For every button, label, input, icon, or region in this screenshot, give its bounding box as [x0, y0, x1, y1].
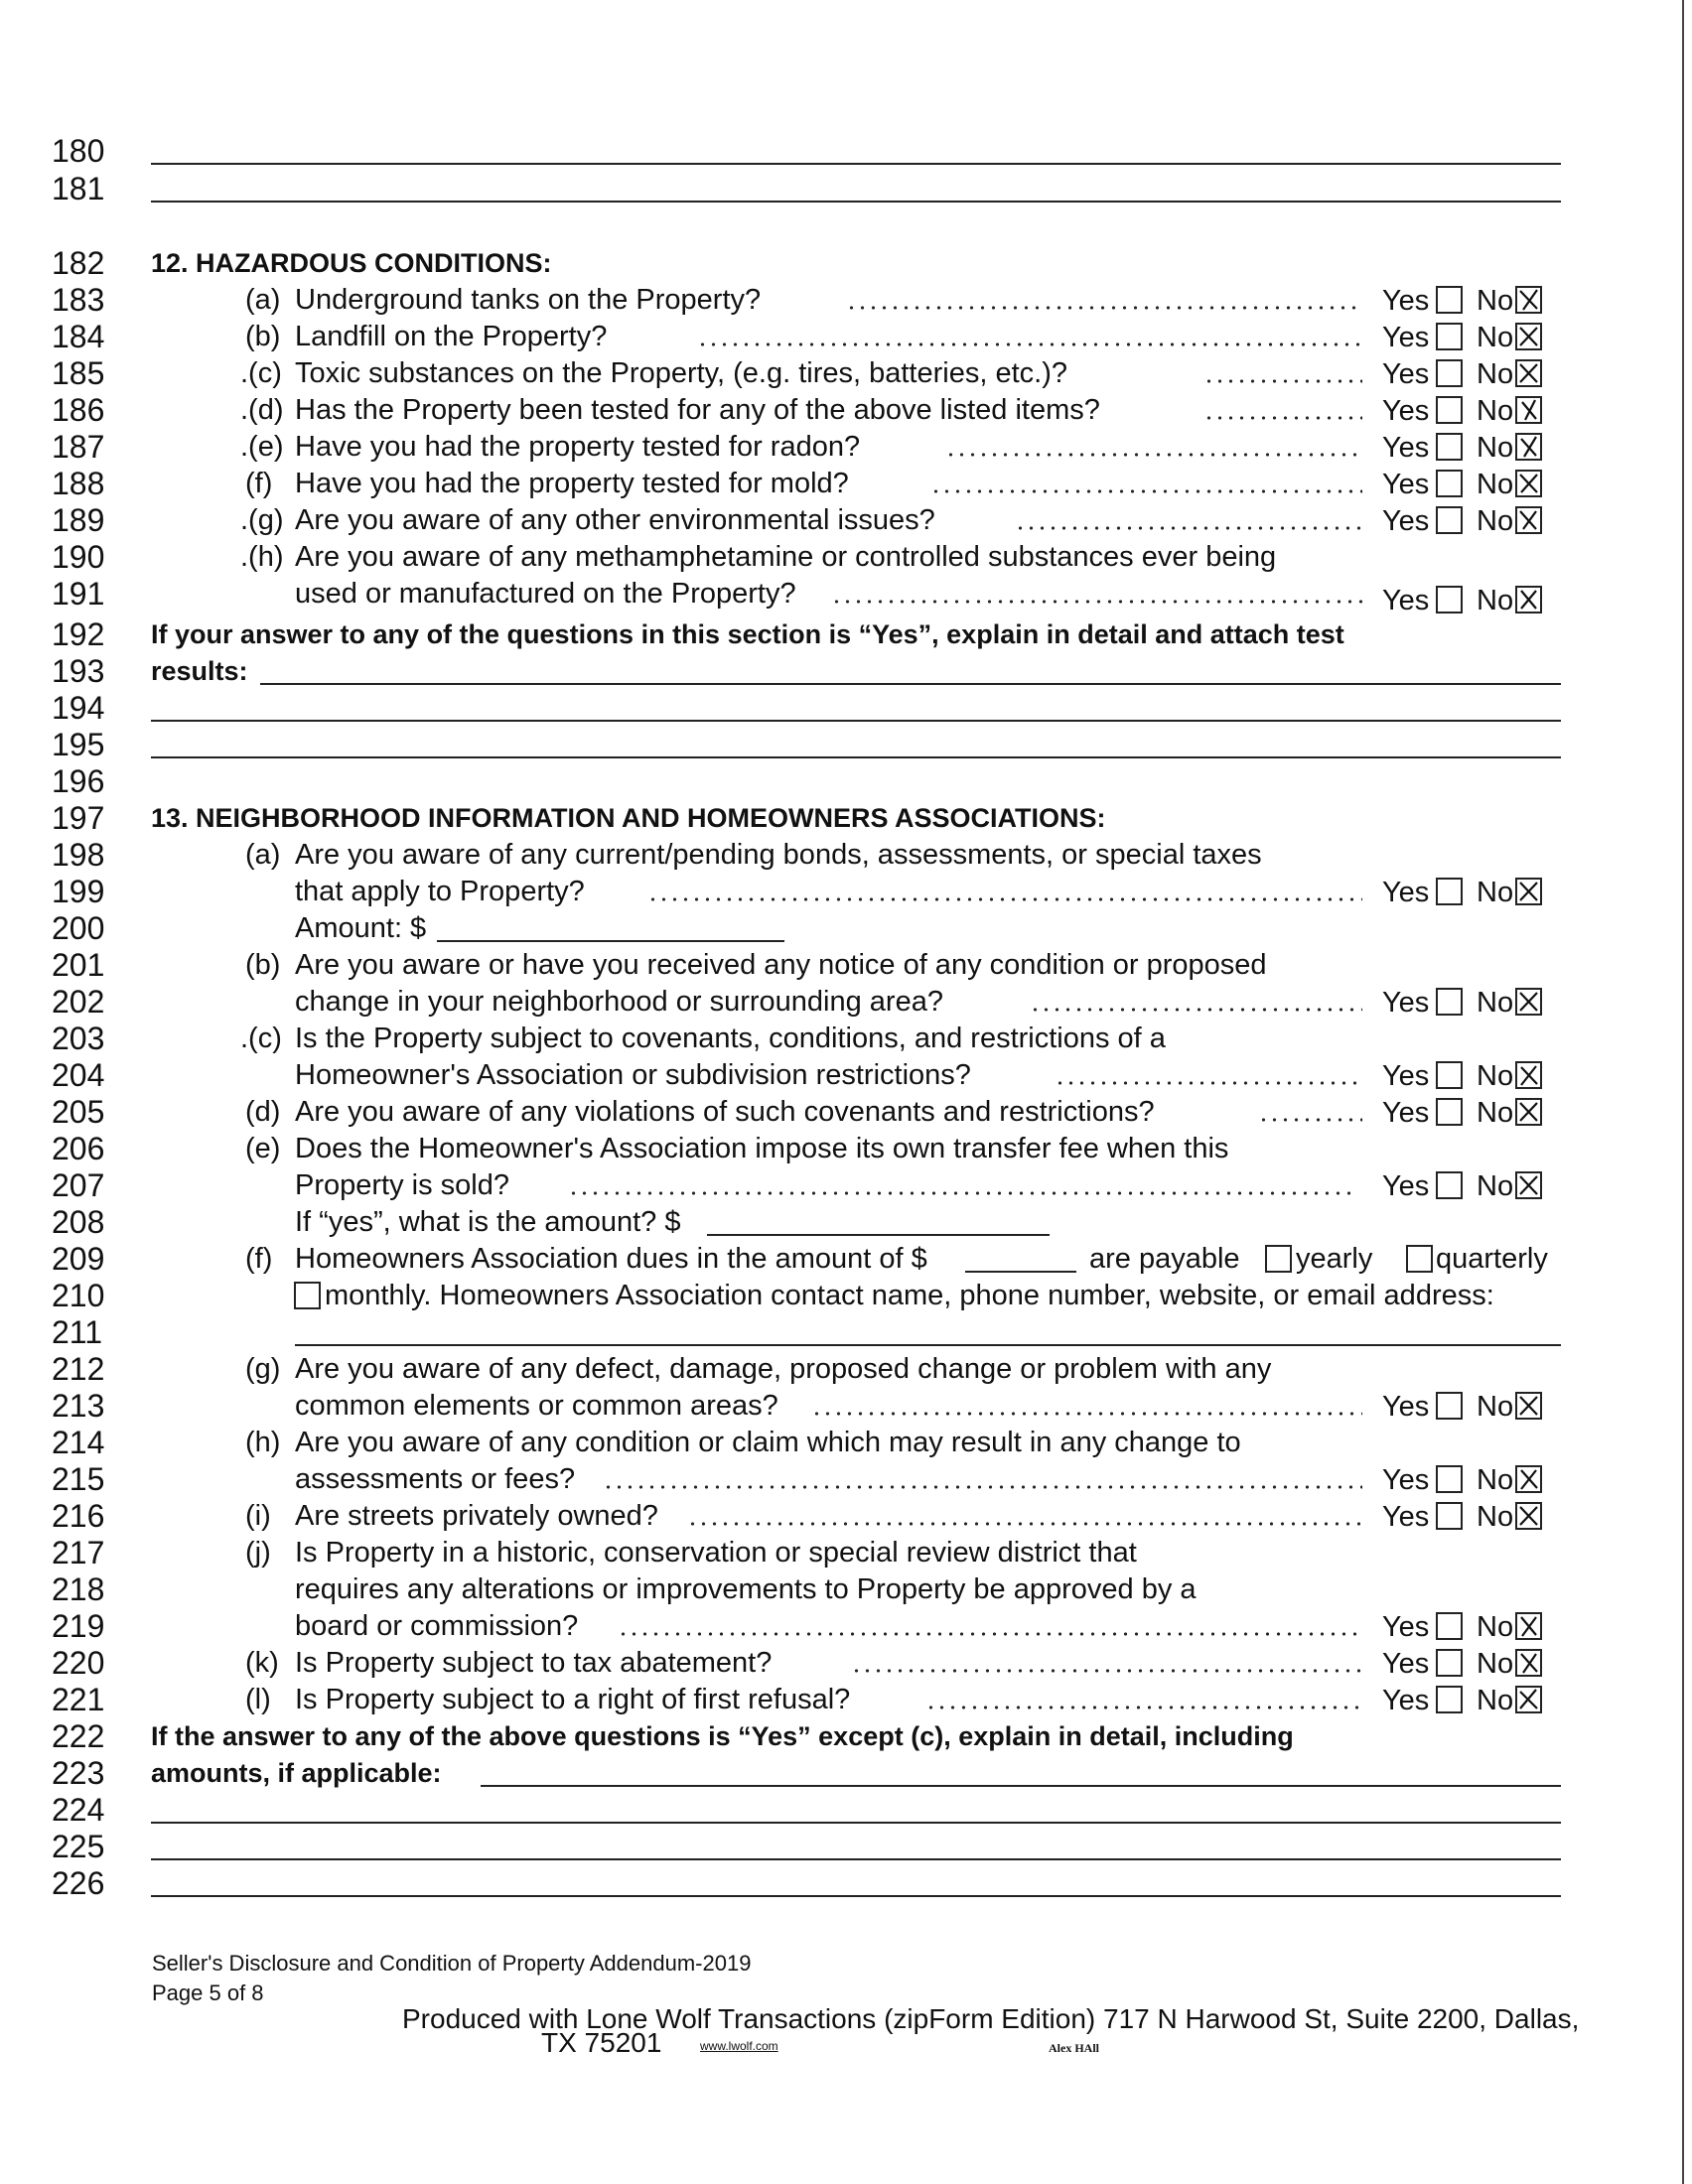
- leader-dots: [1203, 379, 1362, 383]
- question-row: [52, 1388, 1611, 1424]
- question-text-continued: Homeowner's Association or subdivision restrictions?: [295, 1059, 971, 1091]
- question-text-continued: board or commission?: [295, 1610, 579, 1642]
- line-number: 210: [52, 1278, 105, 1313]
- question-text: Is the Property subject to covenants, conditions, and restrictions of a: [295, 1023, 1166, 1054]
- question-row: [52, 1094, 1611, 1130]
- yes-checkbox[interactable]: [1436, 988, 1463, 1016]
- yes-checkbox[interactable]: [1436, 1392, 1463, 1420]
- yes-no-group: [1382, 468, 1571, 501]
- question-text: Have you had the property tested for mold?: [295, 468, 849, 499]
- no-label: No: [1477, 987, 1514, 1019]
- question-row: [52, 1278, 1611, 1313]
- leader-dots: [618, 1632, 1362, 1636]
- question-row: [52, 282, 1611, 318]
- section-13-header: [52, 800, 1611, 836]
- leader-dots: [1015, 526, 1362, 530]
- question-row: [52, 392, 1611, 428]
- yes-label: Yes: [1382, 1685, 1430, 1716]
- no-label: No: [1477, 322, 1514, 353]
- no-checkbox-checked[interactable]: [1515, 878, 1542, 905]
- no-label: No: [1477, 1648, 1514, 1680]
- yes-no-group: [1382, 876, 1571, 909]
- question-prefix: (f): [245, 1243, 273, 1275]
- yes-label: Yes: [1382, 1501, 1430, 1533]
- no-checkbox-checked[interactable]: [1515, 1171, 1542, 1199]
- blank-line[interactable]: [151, 1822, 1561, 1824]
- leader-dots: [647, 897, 1362, 901]
- no-checkbox-checked[interactable]: [1515, 433, 1542, 461]
- producer-line: Produced with Lone Wolf Transactions (zipForm Edition) 717 N Harwood St, Suite 2200, Dallas,: [402, 2003, 1580, 2034]
- yes-no-group: [1382, 1647, 1571, 1681]
- no-checkbox-checked[interactable]: [1515, 1392, 1542, 1420]
- question-text-continued: assessments or fees?: [295, 1463, 576, 1495]
- leader-dots: [925, 1706, 1362, 1709]
- no-checkbox-checked[interactable]: [1515, 1686, 1542, 1713]
- yearly-label: yearly: [1296, 1243, 1373, 1275]
- line-number: 193: [52, 653, 105, 689]
- question-text-continued: that apply to Property?: [295, 876, 585, 907]
- yes-label: Yes: [1382, 432, 1430, 464]
- question-text-continued: change in your neighborhood or surrounding area?: [295, 986, 943, 1018]
- question-prefix: .(d): [240, 394, 284, 426]
- blank-line[interactable]: [151, 756, 1561, 758]
- blank-line[interactable]: [151, 1895, 1561, 1897]
- transfer-fee-input-line[interactable]: [707, 1234, 1050, 1236]
- line-number: 224: [52, 1792, 105, 1828]
- question-row: [52, 1645, 1611, 1681]
- line-number: 207: [52, 1167, 105, 1203]
- no-checkbox-checked[interactable]: [1515, 586, 1542, 614]
- yes-no-group: [1382, 986, 1571, 1020]
- line-number: 196: [52, 763, 105, 799]
- explain-instruction: If the answer to any of the above questions is “Yes” except (c), explain in detail, including: [151, 1721, 1294, 1751]
- no-label: No: [1477, 1391, 1514, 1423]
- question-text: Homeowners Association dues in the amount of $: [295, 1243, 927, 1275]
- yes-checkbox[interactable]: [1436, 878, 1463, 905]
- line-number: 183: [52, 282, 105, 318]
- line-number: 187: [52, 429, 105, 465]
- question-row: [52, 1461, 1611, 1497]
- no-label: No: [1477, 285, 1514, 317]
- question-row: [52, 1021, 1611, 1056]
- question-text: Are you aware of any current/pending bonds, assessments, or special taxes: [295, 839, 1262, 871]
- section-12-header: [52, 245, 1611, 281]
- yes-no-group: [1382, 1390, 1571, 1424]
- yes-checkbox[interactable]: [1436, 1612, 1463, 1640]
- line-number: 194: [52, 690, 105, 726]
- no-checkbox-checked[interactable]: [1515, 1061, 1542, 1089]
- yes-no-group: [1382, 284, 1571, 318]
- question-prefix: .(e): [240, 431, 284, 463]
- yes-no-group: [1382, 1169, 1571, 1203]
- explain-input-line[interactable]: [260, 683, 1561, 685]
- yes-no-group: [1382, 394, 1571, 428]
- no-label: No: [1477, 505, 1514, 537]
- leader-dots: [846, 306, 1362, 310]
- section-title: 13. NEIGHBORHOOD INFORMATION AND HOMEOWNERS ASSOCIATIONS:: [151, 803, 1106, 833]
- line-number: 199: [52, 874, 105, 909]
- no-checkbox-checked[interactable]: [1515, 1465, 1542, 1493]
- payable-label: are payable: [1089, 1243, 1240, 1275]
- no-label: No: [1477, 1685, 1514, 1716]
- line-number: 225: [52, 1829, 105, 1864]
- yes-checkbox[interactable]: [1436, 1686, 1463, 1713]
- yes-no-group: [1382, 431, 1571, 465]
- yes-no-group: [1382, 1500, 1571, 1534]
- question-text: Have you had the property tested for radon?: [295, 431, 861, 463]
- yes-label: Yes: [1382, 1611, 1430, 1643]
- question-row: [52, 429, 1611, 465]
- no-checkbox-checked[interactable]: [1515, 323, 1542, 350]
- leader-dots: [930, 489, 1362, 493]
- line-number: 195: [52, 727, 105, 762]
- question-row: [52, 947, 1611, 983]
- explain-row: [52, 1755, 1611, 1791]
- yes-label: Yes: [1382, 285, 1430, 317]
- question-row: [52, 910, 1611, 946]
- yes-label: Yes: [1382, 469, 1430, 500]
- yes-checkbox[interactable]: [1436, 1465, 1463, 1493]
- leader-dots: [1030, 1008, 1362, 1012]
- question-row: [52, 502, 1611, 538]
- line-number: 216: [52, 1498, 105, 1534]
- no-label: No: [1477, 1097, 1514, 1129]
- user-name: Alex HAll: [1049, 2041, 1099, 2055]
- yes-label: Yes: [1382, 1391, 1430, 1423]
- yes-no-group: [1382, 357, 1571, 391]
- line-number: 180: [52, 133, 105, 169]
- yes-checkbox[interactable]: [1436, 1502, 1463, 1530]
- line-number: 198: [52, 837, 105, 873]
- quarterly-label: quarterly: [1436, 1243, 1548, 1275]
- question-text: Are you aware of any condition or claim which may result in any change to: [295, 1427, 1241, 1458]
- monthly-contact-text: monthly. Homeowners Association contact name, phone number, website, or email address:: [325, 1280, 1494, 1311]
- question-row: [52, 1167, 1611, 1203]
- question-prefix: (j): [245, 1537, 271, 1569]
- question-text: Landfill on the Property?: [295, 321, 608, 352]
- line-number: 220: [52, 1645, 105, 1681]
- no-checkbox-checked[interactable]: [1515, 1612, 1542, 1640]
- yes-label: Yes: [1382, 987, 1430, 1019]
- explain-row: [52, 653, 1611, 689]
- blank-line[interactable]: [151, 1858, 1561, 1860]
- line-number: 192: [52, 616, 105, 652]
- question-row: [52, 576, 1611, 616]
- line-number: 217: [52, 1535, 105, 1570]
- yes-label: Yes: [1382, 1464, 1430, 1496]
- question-prefix: .(g): [240, 504, 284, 536]
- yes-label: Yes: [1382, 585, 1430, 616]
- dues-amount-input-line[interactable]: [965, 1271, 1076, 1273]
- question-row: [52, 1682, 1611, 1717]
- blank-line[interactable]: [151, 163, 1561, 165]
- yes-no-group: [1382, 1096, 1571, 1130]
- no-checkbox-checked[interactable]: [1515, 286, 1542, 314]
- yes-no-group: [1382, 504, 1571, 538]
- question-text: Is Property subject to tax abatement?: [295, 1647, 773, 1679]
- line-number: 191: [52, 576, 105, 612]
- yes-checkbox[interactable]: [1436, 396, 1463, 424]
- yes-checkbox[interactable]: [1436, 433, 1463, 461]
- question-text: Does the Homeowner's Association impose its own transfer fee when this: [295, 1133, 1229, 1164]
- question-text: Are streets privately owned?: [295, 1500, 658, 1532]
- question-prefix: (i): [245, 1500, 271, 1532]
- explain-label: results:: [151, 656, 248, 686]
- line-number: 213: [52, 1388, 105, 1424]
- section-title: 12. HAZARDOUS CONDITIONS:: [151, 248, 552, 278]
- yes-checkbox[interactable]: [1436, 470, 1463, 497]
- question-row: [52, 319, 1611, 354]
- page-edge: [1682, 0, 1684, 2184]
- yes-checkbox[interactable]: [1436, 1649, 1463, 1677]
- question-row: [52, 1131, 1611, 1166]
- question-prefix: (a): [245, 839, 281, 871]
- question-prefix: .(c): [240, 1023, 282, 1054]
- no-checkbox-checked[interactable]: [1515, 988, 1542, 1016]
- question-row: [52, 1425, 1611, 1460]
- leader-dots: [831, 600, 1362, 604]
- question-text: Are you aware of any violations of such covenants and restrictions?: [295, 1096, 1155, 1128]
- yes-no-group: [1382, 321, 1571, 354]
- question-row: [52, 837, 1611, 873]
- question-text: Are you aware or have you received any notice of any condition or proposed: [295, 949, 1267, 981]
- question-prefix: (g): [245, 1353, 281, 1385]
- question-row: [52, 1241, 1611, 1277]
- question-prefix: (k): [245, 1647, 279, 1679]
- line-number: 206: [52, 1131, 105, 1166]
- form-line: [52, 1792, 1611, 1828]
- page-number: Page 5 of 8: [152, 1980, 264, 2005]
- explain-row: [52, 616, 1611, 652]
- quarterly-checkbox[interactable]: [1406, 1245, 1433, 1273]
- question-prefix: (a): [245, 284, 281, 316]
- leader-dots: [811, 1412, 1362, 1416]
- leader-dots: [1055, 1081, 1362, 1085]
- question-text: Is Property in a historic, conservation or special review district that: [295, 1537, 1137, 1569]
- question-row: [52, 355, 1611, 391]
- line-number: 186: [52, 392, 105, 428]
- yes-no-group: [1382, 1610, 1571, 1644]
- monthly-checkbox[interactable]: [294, 1282, 321, 1309]
- line-number: 226: [52, 1865, 105, 1901]
- yes-label: Yes: [1382, 322, 1430, 353]
- line-number: 215: [52, 1461, 105, 1497]
- yes-no-group: [1382, 1463, 1571, 1497]
- question-row: [52, 466, 1611, 501]
- no-label: No: [1477, 1170, 1514, 1202]
- question-prefix: .(h): [240, 541, 284, 573]
- question-prefix: (b): [245, 949, 281, 981]
- no-checkbox-checked[interactable]: [1515, 470, 1542, 497]
- form-line: [52, 727, 1611, 762]
- leader-dots: [697, 342, 1362, 346]
- leader-dots: [1258, 1118, 1362, 1122]
- line-number: 219: [52, 1608, 105, 1644]
- yearly-checkbox[interactable]: [1265, 1245, 1292, 1273]
- form-line: [52, 133, 1611, 169]
- no-checkbox-checked[interactable]: [1515, 1502, 1542, 1530]
- question-row: [52, 984, 1611, 1020]
- explain-instruction: If your answer to any of the questions in this section is “Yes”, explain in detail and attach test: [151, 619, 1344, 649]
- form-line: [52, 1314, 1611, 1350]
- question-row: [52, 1571, 1611, 1607]
- yes-label: Yes: [1382, 1170, 1430, 1202]
- no-label: No: [1477, 395, 1514, 427]
- question-text-continued: Property is sold?: [295, 1169, 509, 1201]
- question-row: [52, 1057, 1611, 1093]
- transfer-fee-amount-label: If “yes”, what is the amount? $: [295, 1206, 681, 1238]
- no-label: No: [1477, 877, 1514, 908]
- line-number: 222: [52, 1718, 105, 1754]
- no-label: No: [1477, 358, 1514, 390]
- yes-checkbox[interactable]: [1436, 286, 1463, 314]
- hoa-contact-input-line[interactable]: [295, 1344, 1561, 1346]
- form-name: Seller's Disclosure and Condition of Property Addendum-2019: [152, 1951, 752, 1976]
- blank-line[interactable]: [151, 720, 1561, 722]
- question-row: [52, 1351, 1611, 1387]
- no-label: No: [1477, 432, 1514, 464]
- question-text: Has the Property been tested for any of the above listed items?: [295, 394, 1100, 426]
- line-number: 184: [52, 319, 105, 354]
- line-number: 205: [52, 1094, 105, 1130]
- line-number: 190: [52, 539, 105, 575]
- line-number: 208: [52, 1204, 105, 1240]
- question-prefix: (f): [245, 468, 273, 499]
- leader-dots: [851, 1669, 1362, 1673]
- yes-label: Yes: [1382, 505, 1430, 537]
- question-prefix: (h): [245, 1427, 281, 1458]
- line-number: 188: [52, 466, 105, 501]
- yes-no-group: [1382, 584, 1571, 617]
- yes-checkbox[interactable]: [1436, 1098, 1463, 1126]
- explain-row: [52, 1718, 1611, 1754]
- line-number: 211: [52, 1314, 103, 1350]
- no-label: No: [1477, 469, 1514, 500]
- leader-dots: [1203, 416, 1362, 420]
- explain-label: amounts, if applicable:: [151, 1758, 442, 1788]
- yes-label: Yes: [1382, 1060, 1430, 1092]
- line-number: 197: [52, 800, 105, 836]
- question-row: [52, 1498, 1611, 1534]
- question-row: [52, 1608, 1611, 1644]
- question-row: [52, 539, 1611, 575]
- yes-checkbox[interactable]: [1436, 586, 1463, 614]
- line-number: 185: [52, 355, 105, 391]
- question-prefix: (d): [245, 1096, 281, 1128]
- line-number: 201: [52, 947, 105, 983]
- line-number: 189: [52, 502, 105, 538]
- no-label: No: [1477, 585, 1514, 616]
- question-text: Toxic substances on the Property, (e.g. tires, batteries, etc.)?: [295, 357, 1067, 389]
- yes-checkbox[interactable]: [1436, 506, 1463, 534]
- question-text-continued: requires any alterations or improvements to Property be approved by a: [295, 1573, 1197, 1605]
- line-number: 182: [52, 245, 105, 281]
- form-line: [52, 1865, 1611, 1901]
- form-line: [52, 690, 1611, 726]
- no-label: No: [1477, 1060, 1514, 1092]
- line-number: 202: [52, 984, 105, 1020]
- line-number: 221: [52, 1682, 105, 1717]
- yes-label: Yes: [1382, 877, 1430, 908]
- yes-checkbox[interactable]: [1436, 1171, 1463, 1199]
- question-text-continued: common elements or common areas?: [295, 1390, 778, 1422]
- line-number: 204: [52, 1057, 105, 1093]
- line-number: 209: [52, 1241, 105, 1277]
- producer-address: TX 75201: [541, 2027, 662, 2058]
- question-text: Are you aware of any methamphetamine or controlled substances ever being: [295, 541, 1277, 573]
- question-row: [52, 1535, 1611, 1570]
- yes-label: Yes: [1382, 395, 1430, 427]
- form-line: [52, 171, 1611, 206]
- no-label: No: [1477, 1501, 1514, 1533]
- question-text: Is Property subject to a right of first refusal?: [295, 1684, 851, 1715]
- leader-dots: [945, 453, 1362, 457]
- leader-dots: [603, 1485, 1362, 1489]
- line-number: 203: [52, 1021, 105, 1056]
- question-text: Are you aware of any defect, damage, proposed change or problem with any: [295, 1353, 1272, 1385]
- amount-input-line[interactable]: [437, 940, 784, 942]
- question-row: [52, 874, 1611, 909]
- no-label: No: [1477, 1464, 1514, 1496]
- no-checkbox-checked[interactable]: [1515, 506, 1542, 534]
- yes-checkbox[interactable]: [1436, 323, 1463, 350]
- leader-dots: [687, 1522, 1362, 1526]
- no-checkbox-checked[interactable]: [1515, 396, 1542, 424]
- explain-input-line[interactable]: [481, 1785, 1561, 1787]
- leader-dots: [568, 1191, 1352, 1195]
- question-text: Underground tanks on the Property?: [295, 284, 762, 316]
- line-number: 212: [52, 1351, 105, 1387]
- question-text-continued: used or manufactured on the Property?: [295, 578, 796, 610]
- line-number: 200: [52, 910, 105, 946]
- blank-line[interactable]: [151, 201, 1561, 203]
- no-label: No: [1477, 1611, 1514, 1643]
- producer-url-link[interactable]: www.lwolf.com: [700, 2039, 778, 2053]
- no-checkbox-checked[interactable]: [1515, 1098, 1542, 1126]
- question-row: [52, 1204, 1611, 1240]
- line-number: 214: [52, 1425, 105, 1460]
- no-checkbox-checked[interactable]: [1515, 1649, 1542, 1677]
- line-number: 218: [52, 1571, 105, 1607]
- yes-label: Yes: [1382, 358, 1430, 390]
- yes-label: Yes: [1382, 1097, 1430, 1129]
- yes-no-group: [1382, 1059, 1571, 1093]
- yes-no-group: [1382, 1684, 1571, 1717]
- question-text: Are you aware of any other environmental issues?: [295, 504, 935, 536]
- yes-label: Yes: [1382, 1648, 1430, 1680]
- form-line: [52, 1829, 1611, 1864]
- question-prefix: (e): [245, 1133, 281, 1164]
- yes-checkbox[interactable]: [1436, 1061, 1463, 1089]
- question-prefix: .(c): [240, 357, 282, 389]
- no-checkbox-checked[interactable]: [1515, 359, 1542, 387]
- line-number: 181: [52, 171, 105, 206]
- yes-checkbox[interactable]: [1436, 359, 1463, 387]
- question-prefix: (l): [245, 1684, 271, 1715]
- amount-label: Amount: $: [295, 912, 427, 944]
- line-number: 223: [52, 1755, 105, 1791]
- form-line: [52, 763, 1611, 799]
- question-prefix: (b): [245, 321, 281, 352]
